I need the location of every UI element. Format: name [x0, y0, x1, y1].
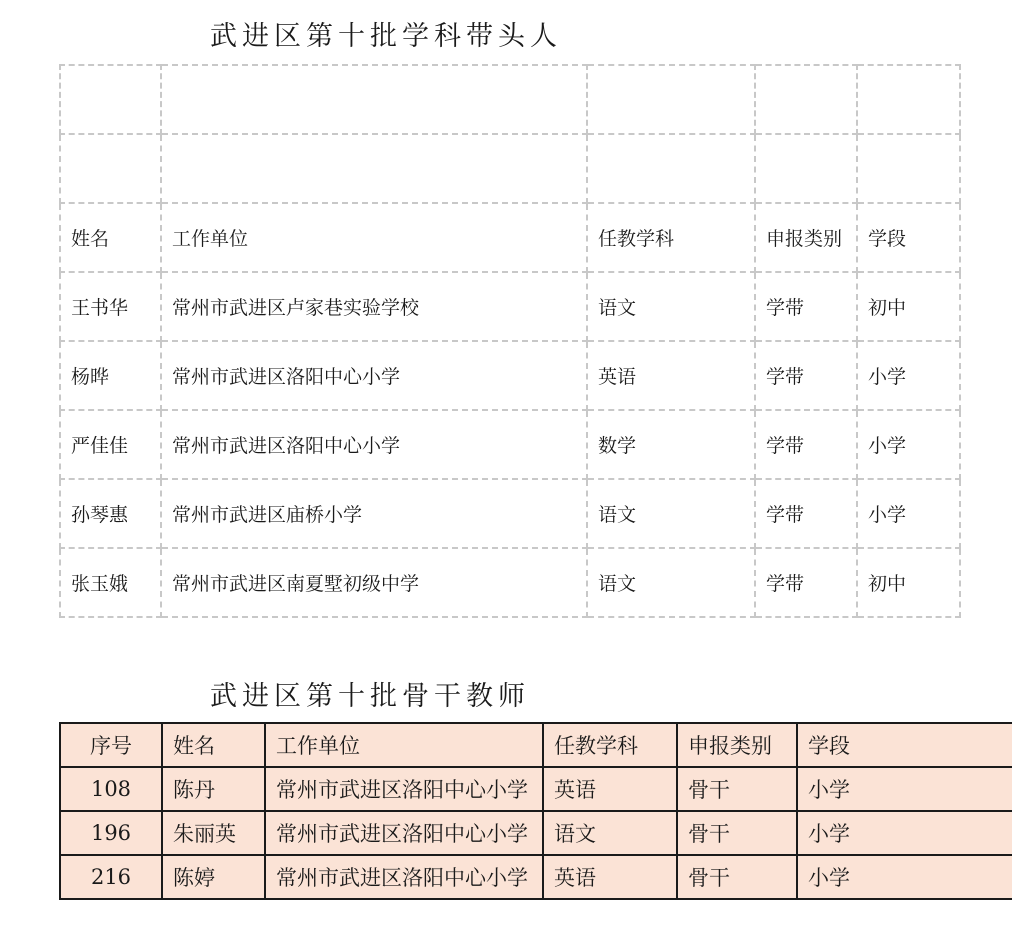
empty-row [60, 134, 960, 203]
cell-name: 朱丽英 [162, 811, 265, 855]
cell-number: 108 [60, 767, 162, 811]
section-title-subject-leaders: 武进区第十批学科带头人 [210, 21, 562, 52]
cell-level: 小学 [857, 410, 960, 479]
cell-unit: 常州市武进区洛阳中心小学 [265, 855, 543, 899]
cell-unit: 常州市武进区洛阳中心小学 [161, 341, 587, 410]
cell-name: 陈婷 [162, 855, 265, 899]
header-cell: 任教学科 [543, 723, 677, 767]
cell-unit: 常州市武进区洛阳中心小学 [265, 811, 543, 855]
cell-subject: 语文 [543, 811, 677, 855]
table-row [60, 811, 1020, 855]
backbone-teachers-table [59, 722, 1020, 900]
cell-subject: 语文 [587, 479, 755, 548]
cell-category: 学带 [755, 272, 857, 341]
cell-category: 学带 [755, 341, 857, 410]
header-cell: 工作单位 [161, 203, 587, 272]
cell-name: 陈丹 [162, 767, 265, 811]
cell-subject: 英语 [543, 855, 677, 899]
header-cell: 申报类别 [677, 723, 797, 767]
cell-level: 初中 [857, 548, 960, 617]
cell-level: 小学 [797, 767, 1020, 811]
table-row [60, 341, 960, 410]
cell-subject: 英语 [587, 341, 755, 410]
cell-name: 孙琴惠 [60, 479, 161, 548]
empty-row [60, 65, 960, 134]
table-row [60, 479, 960, 548]
cell-level: 小学 [797, 811, 1020, 855]
cell-category: 学带 [755, 410, 857, 479]
cell-unit: 常州市武进区洛阳中心小学 [265, 767, 543, 811]
cell-category: 骨干 [677, 767, 797, 811]
cell-subject: 语文 [587, 272, 755, 341]
table-header-row [60, 203, 960, 272]
cell-unit: 常州市武进区庙桥小学 [161, 479, 587, 548]
header-cell: 工作单位 [265, 723, 543, 767]
cell-number: 216 [60, 855, 162, 899]
header-cell: 任教学科 [587, 203, 755, 272]
table-row [60, 767, 1020, 811]
cell-subject: 英语 [543, 767, 677, 811]
header-cell: 学段 [857, 203, 960, 272]
cell-unit: 常州市武进区卢家巷实验学校 [161, 272, 587, 341]
header-cell: 姓名 [162, 723, 265, 767]
cell-name: 张玉娥 [60, 548, 161, 617]
cell-subject: 数学 [587, 410, 755, 479]
cell-name: 严佳佳 [60, 410, 161, 479]
cell-level: 初中 [857, 272, 960, 341]
page-edge [1012, 0, 1024, 949]
table-row [60, 272, 960, 341]
cell-subject: 语文 [587, 548, 755, 617]
cell-name: 杨晔 [60, 341, 161, 410]
header-cell: 姓名 [60, 203, 161, 272]
table-row [60, 410, 960, 479]
table-row [60, 548, 960, 617]
cell-name: 王书华 [60, 272, 161, 341]
cell-category: 学带 [755, 479, 857, 548]
subject-leaders-table [59, 64, 961, 618]
table-row [60, 855, 1020, 899]
table-header-row [60, 723, 1020, 767]
cell-level: 小学 [797, 855, 1020, 899]
cell-category: 学带 [755, 548, 857, 617]
cell-number: 196 [60, 811, 162, 855]
cell-category: 骨干 [677, 855, 797, 899]
cell-level: 小学 [857, 479, 960, 548]
header-cell: 学段 [797, 723, 1020, 767]
header-cell: 序号 [60, 723, 162, 767]
cell-unit: 常州市武进区南夏墅初级中学 [161, 548, 587, 617]
cell-level: 小学 [857, 341, 960, 410]
cell-category: 骨干 [677, 811, 797, 855]
header-cell: 申报类别 [755, 203, 857, 272]
cell-unit: 常州市武进区洛阳中心小学 [161, 410, 587, 479]
section-title-backbone-teachers: 武进区第十批骨干教师 [210, 681, 530, 712]
